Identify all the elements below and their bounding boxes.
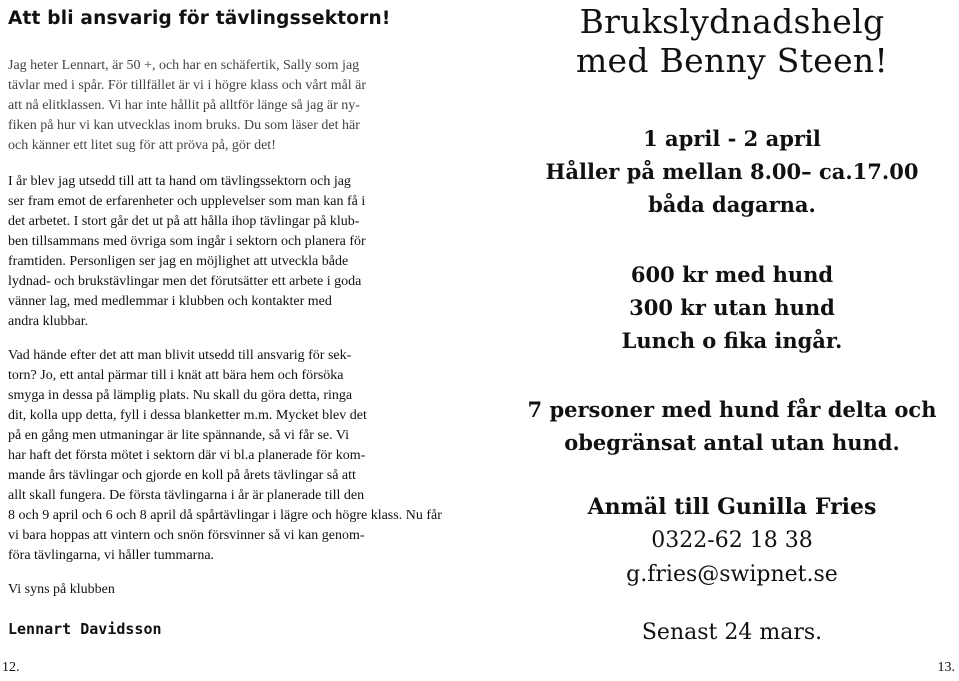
body-paragraph (8, 172, 453, 332)
text-line: ser fram emot de erfarenheter och upplevelser som man kan få i (8, 194, 366, 209)
participant-info (505, 393, 959, 459)
participant-line: obegränsat antal utan hund. (564, 430, 900, 455)
intro-paragraph (8, 56, 453, 156)
date-line: Håller på mellan 8.00– ca.17.00 (545, 159, 919, 184)
text-line: dit, kolla upp detta, fyll i dessa blanketter m.m. Mycket blev det (8, 408, 367, 423)
text-line: 8 och 9 april och 6 och 8 april då spårtävlingar i lägre och högre klass. Nu får (8, 508, 442, 523)
event-title-line: med Benny Steen! (575, 41, 889, 80)
contact-name: Anmäl till Gunilla Fries (587, 494, 877, 520)
text-line: lydnad- och brukstävlingar men det förutsätter ett arbete i goda (8, 274, 362, 289)
text-line: mande års tävlingar och gjorde en koll på årets tävlingar så att (8, 468, 356, 483)
text-line: vänner lag, med medlemmar i klubben och kontakter med (8, 294, 332, 309)
price-line: 300 kr utan hund (629, 295, 835, 320)
registration-deadline: Senast 24 mars. (641, 620, 823, 645)
text-line: föra tävlingarna, vi håller tummarna. (8, 548, 215, 563)
left-page (8, 0, 453, 681)
page-number-left: 12. (2, 660, 20, 675)
registration-contact (505, 490, 959, 592)
text-line: I år blev jag utsedd till att ta hand om tävlingssektorn och jag (8, 174, 351, 189)
participant-line: 7 personer med hund får delta och (527, 397, 937, 422)
event-dates (505, 122, 959, 221)
right-page (505, 0, 959, 681)
article-headline: Att bli ansvarig för tävlingssektorn! (8, 8, 391, 29)
text-line: fiken på hur vi kan utvecklas inom bruks. Du som läser det här (8, 118, 360, 133)
text-line: vi bara hoppas att vintern och snön försvinner så vi kan genom- (8, 528, 365, 543)
text-line: Vad hände efter det att man blivit utsedd till ansvarig för sek- (8, 348, 352, 363)
text-line: på en gång men utmaningar är lite spännande, så vi får se. Vi (8, 428, 350, 443)
text-line: Jag heter Lennart, är 50 +, och har en schäfertik, Sally som jag (8, 58, 360, 73)
text-line: allt skall fungera. De första tävlingarna i år är planerade till den (8, 488, 365, 503)
contact-email: g.fries@swipnet.se (626, 562, 838, 587)
text-line: andra klubbar. (8, 314, 89, 329)
body-paragraph (8, 346, 453, 566)
event-title-line: Brukslydnadshelg (579, 2, 885, 41)
date-line: båda dagarna. (648, 192, 816, 217)
text-line: framtiden. Personligen ser jag en möjlighet att utveckla både (8, 254, 349, 269)
text-line: har haft det första mötet i sektorn där vi bl.a planerade för kom- (8, 448, 366, 463)
author-signature: Lennart Davidsson (8, 620, 162, 638)
event-title (505, 2, 959, 80)
text-line: ben tillsammans med övriga som ingår i sektorn och planera för (8, 234, 366, 249)
text-line: det arbetet. I stort går det ut på att hålla ihop tävlingar på klub- (8, 214, 360, 229)
text-line: torn? Jo, ett antal pärmar till i knät att bära hem och försöka (8, 368, 344, 383)
contact-phone: 0322-62 18 38 (651, 528, 813, 553)
text-line: tävlar med i spår. För tillfället är vi i högre klass och vårt mål är (8, 78, 367, 93)
closing-line: Vi syns på klubben (8, 582, 115, 597)
price-line: Lunch o fika ingår. (621, 328, 843, 353)
text-line: smyga in dessa på lämplig plats. Nu skall du göra detta, ringa (8, 388, 353, 403)
event-prices (505, 258, 959, 357)
page-number-right: 13. (937, 660, 955, 675)
date-line: 1 april - 2 april (643, 126, 821, 151)
text-line: att nå elitklassen. Vi har inte hållit på alltför länge så jag är ny- (8, 98, 360, 113)
price-line: 600 kr med hund (630, 262, 834, 287)
text-line: och känner ett litet sug för att pröva på, gör det! (8, 138, 276, 153)
